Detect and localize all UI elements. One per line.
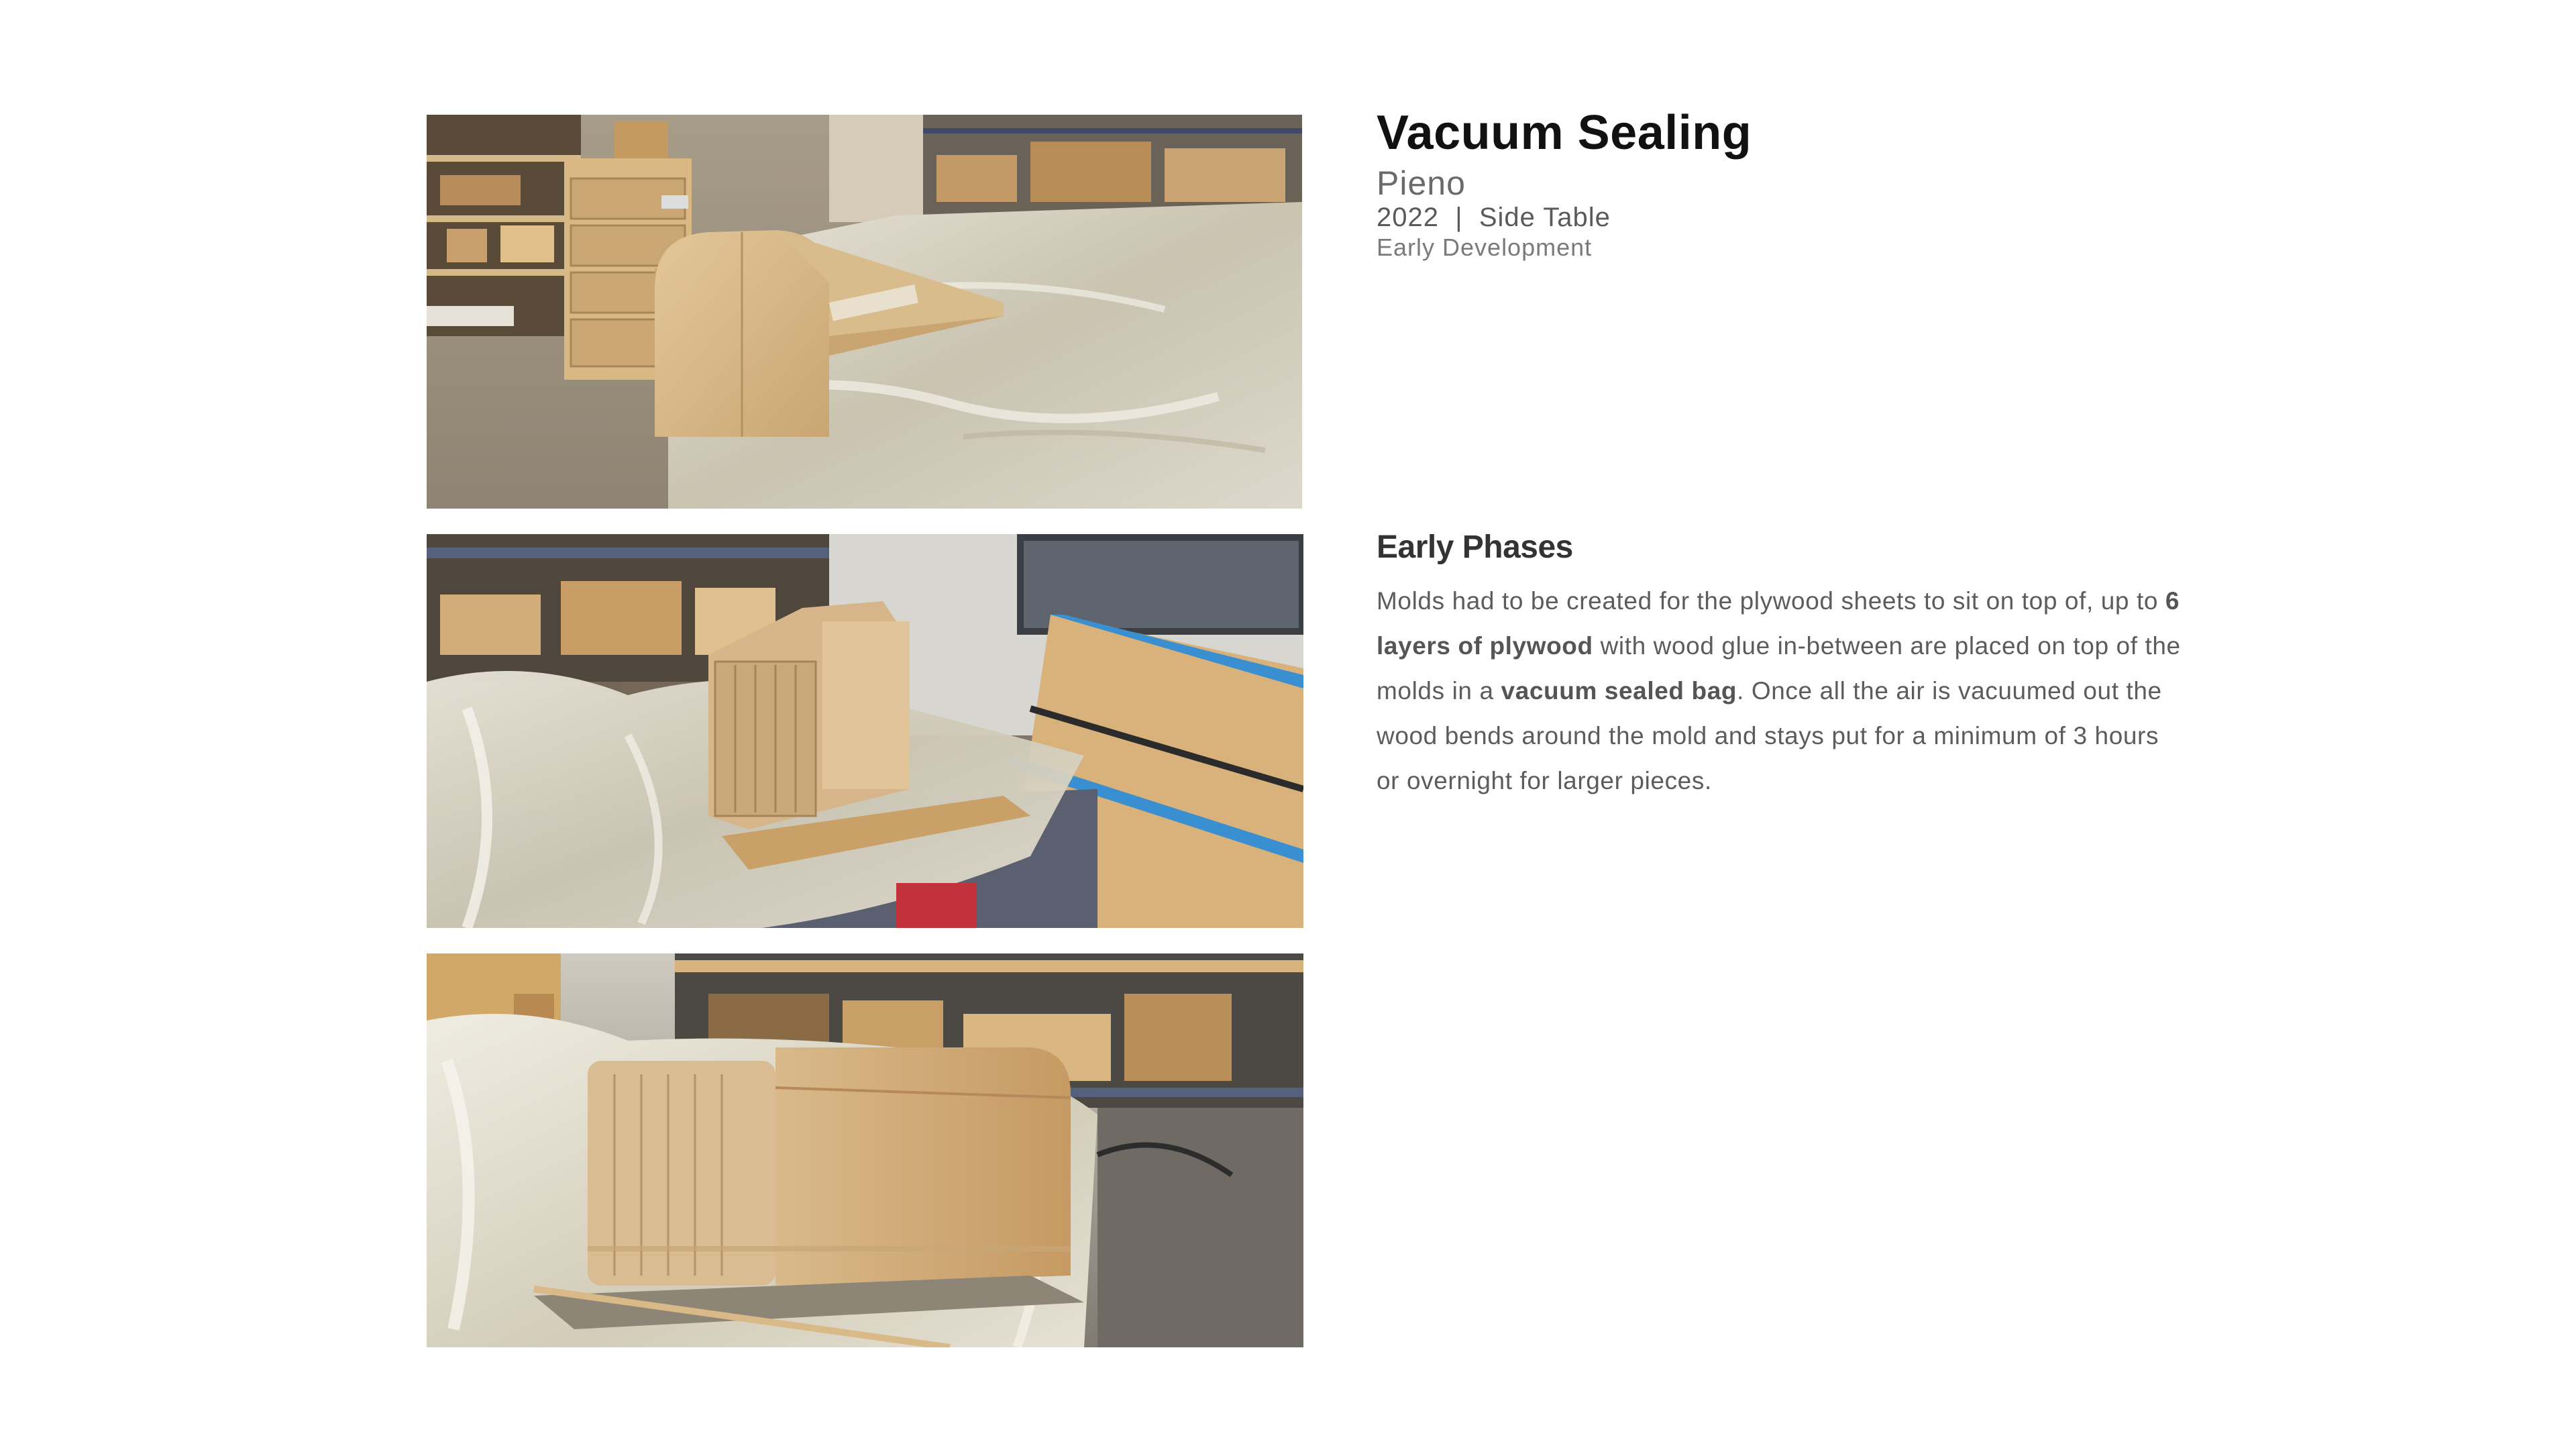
project-name: Pieno [1377, 164, 1466, 202]
body-emphasis: vacuum sealed bag [1501, 677, 1737, 705]
project-stage: Early Development [1377, 234, 1593, 261]
body-text-run: Molds had to be created for the plywood sheets to sit on top of, up to [1377, 587, 2165, 615]
page-title: Vacuum Sealing [1377, 106, 1752, 160]
photo-vacuum-bag-open-image [427, 534, 1303, 928]
section-heading: Early Phases [1377, 529, 1573, 565]
body-text-run: . Once all the air is vacuumed out the wood bends around the mold and stays put for a minimum of 3 hours or overnight for larger pieces. [1377, 677, 2162, 794]
project-meta: 2022 | Side Table [1377, 203, 1611, 232]
early-phases-section [1377, 522, 2182, 803]
photo-vacuum-bag-sealed [427, 953, 1303, 1347]
body-text-run: with wood glue in-between are placed on top of the molds in a [1377, 632, 2181, 705]
photo-vacuum-bag-open [427, 534, 1303, 928]
photo-mold-on-table-image [427, 115, 1302, 509]
section-body [1377, 578, 2182, 803]
title-block [1377, 101, 2249, 262]
photo-vacuum-bag-sealed-image [427, 953, 1303, 1347]
body-emphasis: 6 layers of plywood [1377, 587, 2180, 660]
photo-mold-on-table [427, 115, 1302, 509]
